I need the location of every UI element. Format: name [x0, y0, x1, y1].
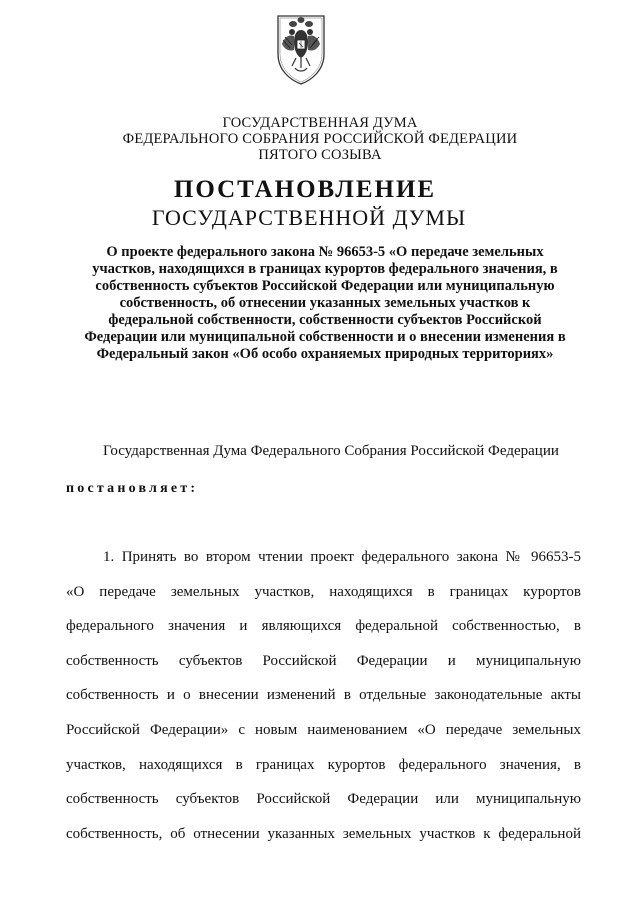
header-line-1: ГОСУДАРСТВЕННАЯ ДУМА	[222, 115, 418, 131]
body-line: Российской Федерации» с новым наименованием «О передаче земельных	[66, 721, 581, 738]
issuing-body-header	[0, 115, 640, 163]
document-title: ПОСТАНОВЛЕНИЕ	[173, 176, 437, 203]
heading-line: собственность, об отнесении указанных земельных участков к	[119, 295, 531, 311]
heading-line: Федерации или муниципальной собственности и о внесении изменения в	[84, 329, 566, 345]
heading-line: участков, находящихся в границах курортов федерального значения, в	[92, 261, 558, 277]
header-line-3: ПЯТОГО СОЗЫВА	[258, 147, 382, 163]
body-line: «О передаче земельных участков, находящихся в границах курортов	[66, 583, 581, 600]
document-subtitle: ГОСУДАРСТВЕННОЙ ДУМЫ	[151, 205, 467, 230]
preamble-text: Государственная Дума Федерального Собрания Российской Федерации	[103, 443, 559, 459]
header-line-2: ФЕДЕРАЛЬНОГО СОБРАНИЯ РОССИЙСКОЙ ФЕДЕРАЦИИ	[122, 131, 518, 147]
body-line: 1. Принять во втором чтении проект федерального закона № 96653-5	[103, 549, 581, 565]
body-line: федерального значения и являющихся федеральной собственностью, в	[66, 618, 581, 635]
document-heading	[60, 244, 590, 363]
heading-line: федеральной собственности, собственности субъектов Российской	[108, 312, 542, 328]
body-paragraph	[66, 540, 581, 851]
body-line: участков, находящихся в границах курортов федерального значения, в	[66, 756, 581, 773]
body-line: собственность и о внесении изменений в отдельные законодательные акты	[66, 687, 581, 704]
heading-line: собственность субъектов Российской Федерации или муниципальную	[95, 278, 555, 294]
body-line: собственность, об отнесении указанных земельных участков к федеральной	[66, 825, 581, 842]
russian-coat-of-arms-icon	[268, 10, 334, 86]
resolves-text: постановляет:	[66, 481, 199, 496]
body-line: собственность субъектов Российской Федерации или муниципальную	[66, 791, 581, 808]
heading-line: О проекте федерального закона № 96653-5 «О передаче земельных	[106, 244, 544, 260]
body-line: собственность субъектов Российской Федерации и муниципальную	[66, 652, 581, 669]
heading-line: Федеральный закон «Об особо охраняемых природных территориях»	[96, 346, 554, 362]
